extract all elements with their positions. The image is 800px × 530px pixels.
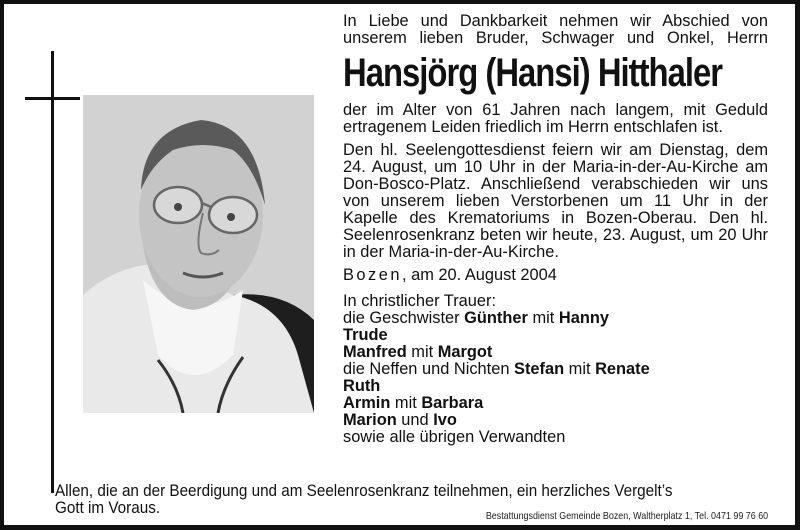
notice-text-column xyxy=(343,13,768,446)
mourner-line: die Neffen und Nichten Stefan mit Renate xyxy=(343,360,650,378)
place: Bozen xyxy=(343,266,402,284)
mourning-heading: In christlicher Trauer: xyxy=(343,292,497,310)
service-line: Seelenrosenkranz beten wir heute, 23. August, um 20 Uhr xyxy=(343,226,768,244)
age-paragraph xyxy=(343,102,768,136)
mourner-line: Armin mit Barbara xyxy=(343,394,484,412)
mourners-list xyxy=(343,293,768,446)
service-line: von unserem lieben Verstorbenen um 11 Uhr in der xyxy=(343,192,768,210)
undertaker-contact: Bestattungsdienst Gemeinde Bozen, Waltherplatz 1, Tel. 0471 99 76 60 xyxy=(485,510,768,522)
deceased-name: Hansjörg (Hansi) Hitthaler xyxy=(343,51,723,95)
service-line: Den hl. Seelengottesdienst feiern wir am Dienstag, dem xyxy=(343,141,768,159)
mourner-line: Ruth xyxy=(343,377,381,395)
portrait-photo xyxy=(83,95,314,413)
service-paragraph xyxy=(343,142,768,261)
date: , am 20. August 2004 xyxy=(401,266,557,284)
mourner-line: Trude xyxy=(343,326,388,344)
mourner-line: Manfred mit Margot xyxy=(343,343,493,361)
cross-icon-horizontal xyxy=(25,97,80,100)
thanks-line-2: Gott im Voraus. xyxy=(55,499,161,517)
cross-icon-vertical xyxy=(51,51,54,493)
intro-line-2: unserem lieben Bruder, Schwager und Onkel, Herrn xyxy=(343,29,768,47)
service-line: in der Maria-in-der-Au-Kirche. xyxy=(343,243,559,261)
intro-line-1: In Liebe und Dankbarkeit nehmen wir Abschied von xyxy=(343,12,768,30)
age-line-2: ertragenem Leiden friedlich im Herrn entschlafen ist. xyxy=(343,118,723,136)
age-line-1: der im Alter von 61 Jahren nach langem, mit Geduld xyxy=(343,101,768,119)
service-line: Kapelle des Krematoriums in Bozen-Oberau. Den hl. xyxy=(343,209,768,227)
service-line: 24. August, um 10 Uhr in der Maria-in-der-Au-Kirche am xyxy=(343,158,768,176)
service-line: Don-Bosco-Platz. Anschließend verabschieden wir uns xyxy=(343,175,768,193)
mourner-line: die Geschwister Günther mit Hanny xyxy=(343,309,609,327)
mourner-line: Marion und Ivo xyxy=(343,411,457,429)
place-date xyxy=(343,267,768,284)
mourner-line-others: sowie alle übrigen Verwandten xyxy=(343,428,566,446)
thanks-line-1: Allen, die an der Beerdigung und am Seelenrosenkranz teilnehmen, ein herzliches Vergelt’s xyxy=(55,482,673,500)
portrait-illustration xyxy=(83,95,314,413)
